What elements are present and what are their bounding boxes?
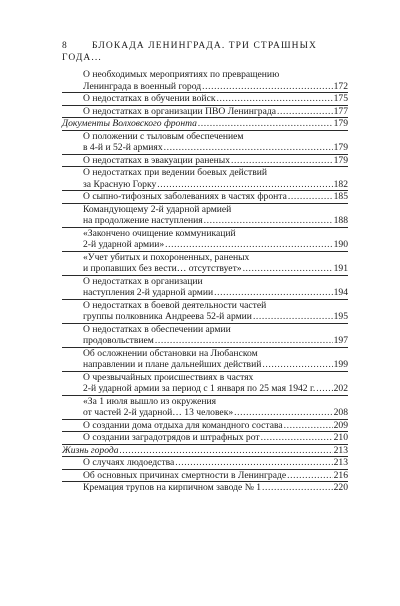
running-title: БЛОКАДА ЛЕНИНГРАДА. ТРИ СТРАШНЫХ ГОДА... (62, 41, 317, 63)
toc-entry-title: О положении с тыловым обеспечением (83, 130, 244, 142)
toc-entry-line (83, 69, 348, 81)
toc-entry-title: «Учет убитых и похороненных, раненых (83, 251, 250, 263)
toc-page-number: 182 (333, 178, 348, 190)
dot-leader (287, 470, 332, 482)
toc-entry (62, 456, 348, 469)
toc-page-number: 208 (333, 407, 348, 418)
table-of-contents (62, 69, 348, 494)
toc-entry-line (83, 383, 348, 395)
toc-page-number: 191 (333, 263, 348, 274)
toc-entry-line (62, 118, 348, 130)
toc-entry-line (83, 324, 348, 336)
toc-entry-line (83, 420, 348, 432)
toc-page-number: 194 (333, 287, 348, 298)
toc-entry-title: 2-й ударной армии за период с 1 января по 25 мая 1942 г. (83, 383, 316, 394)
toc-entry-title: О сыпно-тифозных заболеваниях в частях фронта (83, 191, 287, 202)
toc-entry-title: направлении и плане дальнейших действий (83, 359, 262, 370)
toc-entry-title: Кремация трупов на кирпичном заводе № 1 (83, 482, 262, 493)
toc-entry (62, 69, 348, 92)
toc-entry-line (83, 81, 348, 93)
toc-page-number: 177 (333, 105, 348, 117)
toc-entry-line (83, 204, 348, 216)
toc-entry-title: в 4-й и 52-й армиях (83, 142, 163, 153)
dot-leader (157, 179, 332, 191)
toc-entry-title: и пропавших без вести… отсутствует» (83, 263, 242, 274)
toc-entry-title: О недостатках в обеспечении армии (83, 323, 231, 335)
toc-entry-title: от частей 2-й ударной… 13 человек» (83, 407, 234, 418)
toc-entry-title: Об основных причинах смертности в Ленинграде (83, 469, 287, 481)
toc-entry-title: 2-й ударной армии» (83, 239, 165, 250)
toc-entry-line (83, 252, 348, 264)
toc-page-number: 179 (333, 142, 348, 153)
toc-entry-line (83, 482, 348, 494)
toc-page-number: 190 (333, 239, 348, 250)
dot-leader (164, 142, 333, 154)
toc-page-number: 188 (333, 215, 348, 226)
toc-page-number: 175 (333, 93, 348, 104)
toc-entry (62, 371, 348, 395)
toc-entry-line (83, 93, 348, 105)
toc-entry-line (62, 445, 348, 457)
toc-entry-title: Об осложнении обстановки на Любанском (83, 347, 258, 359)
dot-leader (214, 287, 332, 299)
toc-page-number: 199 (333, 359, 348, 370)
dot-leader (284, 420, 333, 432)
toc-entry-line (83, 287, 348, 299)
toc-entry (62, 154, 348, 167)
toc-entry (62, 166, 348, 190)
toc-entry-title: на продолжение наступления (83, 215, 203, 226)
toc-section-heading (62, 444, 348, 457)
toc-entry-line (83, 179, 348, 191)
toc-entry (62, 299, 348, 323)
toc-entry-title: О недостатках в организации ПВО Ленинграда (83, 105, 276, 117)
toc-entry-line (83, 191, 348, 203)
toc-entry-title: О недостатках при ведении боевых действий (83, 167, 268, 178)
dot-leader (165, 239, 332, 251)
toc-entry (62, 105, 348, 118)
toc-entry-line (83, 106, 348, 118)
toc-entry (62, 203, 348, 227)
toc-entry-line (83, 155, 348, 167)
running-header (62, 40, 352, 64)
dot-leader (198, 118, 333, 130)
dot-leader (261, 432, 333, 444)
toc-entry-title: О недостатках в эвакуации раненых (83, 154, 231, 166)
toc-page-number: 210 (333, 432, 348, 443)
toc-entry (62, 190, 348, 203)
toc-entry-line (83, 348, 348, 360)
dot-leader (243, 263, 333, 275)
dot-leader (262, 359, 332, 371)
dot-leader (155, 335, 333, 347)
toc-entry-title: О случаях людоедства (83, 457, 175, 468)
toc-entry-line (83, 239, 348, 251)
toc-page-number: 213 (333, 457, 348, 468)
toc-entry (62, 469, 348, 482)
dot-leader (262, 482, 333, 494)
toc-entry (62, 481, 348, 494)
toc-page-number: 172 (333, 80, 348, 92)
dot-leader (253, 311, 333, 323)
toc-page-number: 209 (333, 419, 348, 431)
toc-entry-title: группы полковника Андреева 52-й армии (83, 311, 252, 322)
toc-entry-line (83, 300, 348, 312)
toc-page-number: 179 (333, 154, 348, 166)
toc-entry-title: О недостатках в обучении войск (83, 93, 216, 104)
toc-entry (62, 92, 348, 105)
toc-page-number: 185 (333, 191, 348, 202)
toc-entry-title: Жизнь города (62, 444, 119, 456)
toc-entry (62, 419, 348, 432)
toc-entry-line (83, 396, 348, 408)
toc-page-number: 220 (333, 482, 348, 493)
toc-entry-title: Ленинграда в военный город (83, 80, 202, 92)
dot-leader (234, 407, 332, 419)
toc-entry-line (83, 372, 348, 384)
toc-entry-line (83, 311, 348, 323)
toc-entry-line (83, 407, 348, 419)
toc-entry-title: О создании заградотрядов и штрафных рот (83, 432, 260, 443)
toc-entry (62, 347, 348, 371)
toc-entry-line (83, 335, 348, 347)
toc-entry-line (83, 359, 348, 371)
toc-entry-title: «Закончено очищение коммуникаций (83, 227, 236, 239)
dot-leader (277, 106, 333, 118)
toc-entry (62, 431, 348, 444)
toc-page-number: 197 (333, 335, 348, 346)
dot-leader (288, 191, 333, 203)
toc-entry (62, 227, 348, 251)
toc-entry-line (83, 131, 348, 143)
toc-entry-title: О чрезвычайных происшествиях в частях (83, 371, 254, 383)
toc-entry-title: Командующему 2-й ударной армией (83, 203, 232, 215)
toc-page-number: 195 (333, 311, 348, 322)
toc-entry-title: наступления 2-й ударной армии (83, 287, 214, 298)
toc-section-heading (62, 117, 348, 130)
toc-entry-title: за Красную Горку (83, 178, 157, 190)
toc-page-number: 216 (333, 469, 348, 481)
toc-page-number: 179 (333, 118, 348, 129)
toc-entry-line (83, 167, 348, 179)
toc-entry (62, 275, 348, 299)
dot-leader (204, 215, 333, 227)
toc-entry-title: продовольствием (83, 335, 154, 346)
toc-page-number: 202 (333, 383, 348, 394)
toc-page-number: 213 (333, 444, 348, 456)
toc-entry-title: О создании дома отдыха для командного состава (83, 419, 283, 431)
toc-entry (62, 130, 348, 154)
page-number: 8 (62, 41, 67, 51)
dot-leader (316, 383, 332, 395)
toc-entry-title: Документы Волховского фронта (62, 118, 197, 129)
toc-entry-line (83, 470, 348, 482)
toc-entry-line (83, 215, 348, 227)
dot-leader (202, 81, 332, 93)
toc-entry-line (83, 432, 348, 444)
dot-leader (120, 445, 333, 457)
dot-leader (175, 457, 332, 469)
dot-leader (217, 93, 333, 105)
toc-entry (62, 251, 348, 275)
toc-entry (62, 395, 348, 419)
toc-entry-line (83, 263, 348, 275)
toc-entry-title: О недостатках в организации (83, 275, 203, 287)
toc-entry (62, 323, 348, 347)
toc-entry-line (83, 142, 348, 154)
dot-leader (231, 155, 333, 167)
toc-entry-title: О необходимых мероприятиях по превращению (83, 69, 280, 80)
toc-entry-title: О недостатках в боевой деятельности частей (83, 299, 267, 311)
toc-entry-title: «За 1 июля вышло из окружения (83, 395, 217, 407)
toc-entry-line (83, 457, 348, 469)
toc-entry-line (83, 228, 348, 240)
toc-entry-line (83, 276, 348, 288)
